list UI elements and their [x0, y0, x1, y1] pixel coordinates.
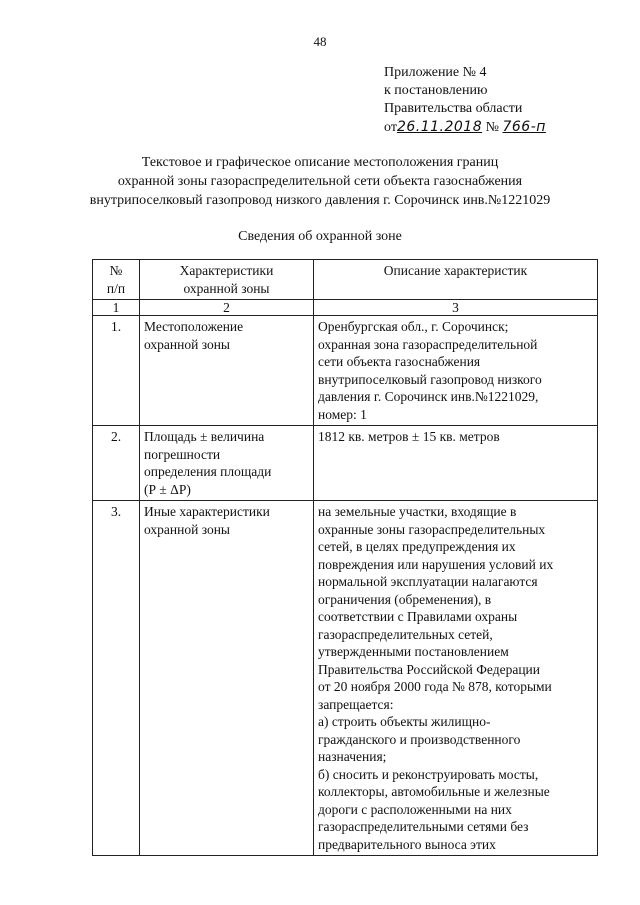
- row-description: [314, 316, 598, 426]
- description-line: а) строить объекты жилищно-: [318, 714, 491, 729]
- column-number-2: 2: [140, 300, 314, 316]
- table-row: [93, 426, 598, 501]
- column-numbers-row: [93, 300, 598, 316]
- description-line: давления г. Сорочинск инв.№1221029,: [318, 389, 539, 404]
- table-header-row: [93, 260, 598, 300]
- header-number-line-1: №: [109, 263, 123, 278]
- title-line-2: охранной зоны газораспределительной сети объекта газоснабжения: [117, 174, 523, 189]
- description-line: внутрипоселковый газопровод низкого: [318, 371, 542, 387]
- description-line: газораспределительных сетей,: [318, 626, 493, 642]
- from-label: от: [384, 120, 397, 135]
- description-line: запрещается:: [318, 696, 394, 712]
- description-line: сетей, в целях предупреждения их: [318, 539, 516, 554]
- header-number-line-2: п/п: [106, 280, 126, 296]
- description-line: дороги с расположенными на них: [318, 801, 512, 817]
- appendix-line-3: Правительства области: [384, 101, 523, 116]
- page-number: 48: [313, 34, 327, 49]
- characteristic-line: погрешности: [144, 446, 221, 462]
- appendix-block: [384, 64, 546, 137]
- characteristic-line: Местоположение: [144, 319, 244, 334]
- description-line: 1812 кв. метров ± 15 кв. метров: [318, 429, 500, 444]
- header-characteristics: [140, 260, 314, 300]
- description-line: ограничения (обременения), в: [318, 591, 492, 607]
- description-line: номер: 1: [318, 406, 367, 422]
- description-line: нормальной эксплуатации налагаются: [318, 574, 538, 589]
- description-line: газораспределительными сетями без: [318, 819, 529, 834]
- row-characteristic: [140, 426, 314, 501]
- header-number: [93, 260, 140, 300]
- appendix-date-line: [384, 118, 546, 137]
- row-characteristic: [140, 501, 314, 856]
- row-number: 3.: [93, 501, 140, 856]
- row-description: [314, 426, 598, 501]
- column-number-3: 3: [314, 300, 598, 316]
- characteristic-line: (Р ± ΔР): [144, 481, 191, 497]
- description-line: сети объекта газоснабжения: [318, 354, 481, 369]
- title-line-3: внутрипоселковый газопровод низкого давления г. Сорочинск инв.№1221029: [89, 193, 551, 208]
- characteristic-line: Иные характеристики: [144, 504, 270, 519]
- description-line: утвержденными постановлением: [318, 644, 509, 659]
- characteristic-line: охранной зоны: [144, 521, 231, 537]
- description-line: предварительного выноса этих: [318, 836, 496, 852]
- description-line: соответствии с Правилами охраны: [318, 609, 518, 624]
- description-line: Оренбургская обл., г. Сорочинск;: [318, 319, 509, 334]
- characteristic-line: Площадь ± величина: [144, 429, 265, 444]
- description-line: гражданского и производственного: [318, 731, 521, 747]
- document-title: [0, 153, 640, 210]
- appendix-line-2: к постановлению: [384, 83, 488, 98]
- row-characteristic: [140, 316, 314, 426]
- header-description: Описание характеристик: [314, 260, 598, 300]
- column-number-1: 1: [93, 300, 140, 316]
- handwritten-number: 766-п: [502, 119, 546, 135]
- description-line: б) сносить и реконструировать мосты,: [318, 766, 539, 782]
- description-line: назначения;: [318, 749, 387, 764]
- characteristic-line: определения площади: [144, 464, 272, 479]
- zone-info-table: [92, 259, 598, 856]
- description-line: охранные зоны газораспределительных: [318, 521, 546, 537]
- description-line: повреждения или нарушения условий их: [318, 556, 554, 572]
- row-number: 2.: [93, 426, 140, 501]
- row-number: 1.: [93, 316, 140, 426]
- description-line: на земельные участки, входящие в: [318, 504, 517, 519]
- handwritten-date: 26.11.2018: [396, 119, 483, 135]
- header-characteristics-line-2: охранной зоны: [183, 280, 270, 296]
- number-label: №: [485, 120, 499, 135]
- table-row: [93, 501, 598, 856]
- description-line: Правительства Российской Федерации: [318, 661, 540, 677]
- header-characteristics-line-1: Характеристики: [179, 263, 274, 278]
- section-subtitle: Сведения об охранной зоне: [238, 229, 402, 244]
- description-line: коллекторы, автомобильные и железные: [318, 784, 550, 799]
- description-line: от 20 ноября 2000 года № 878, которыми: [318, 679, 552, 694]
- row-description: [314, 501, 598, 856]
- title-line-1: Текстовое и графическое описание местоположения границ: [141, 155, 499, 170]
- appendix-line-1: Приложение № 4: [384, 65, 487, 80]
- table-row: [93, 316, 598, 426]
- characteristic-line: охранной зоны: [144, 336, 231, 352]
- description-line: охранная зона газораспределительной: [318, 336, 538, 352]
